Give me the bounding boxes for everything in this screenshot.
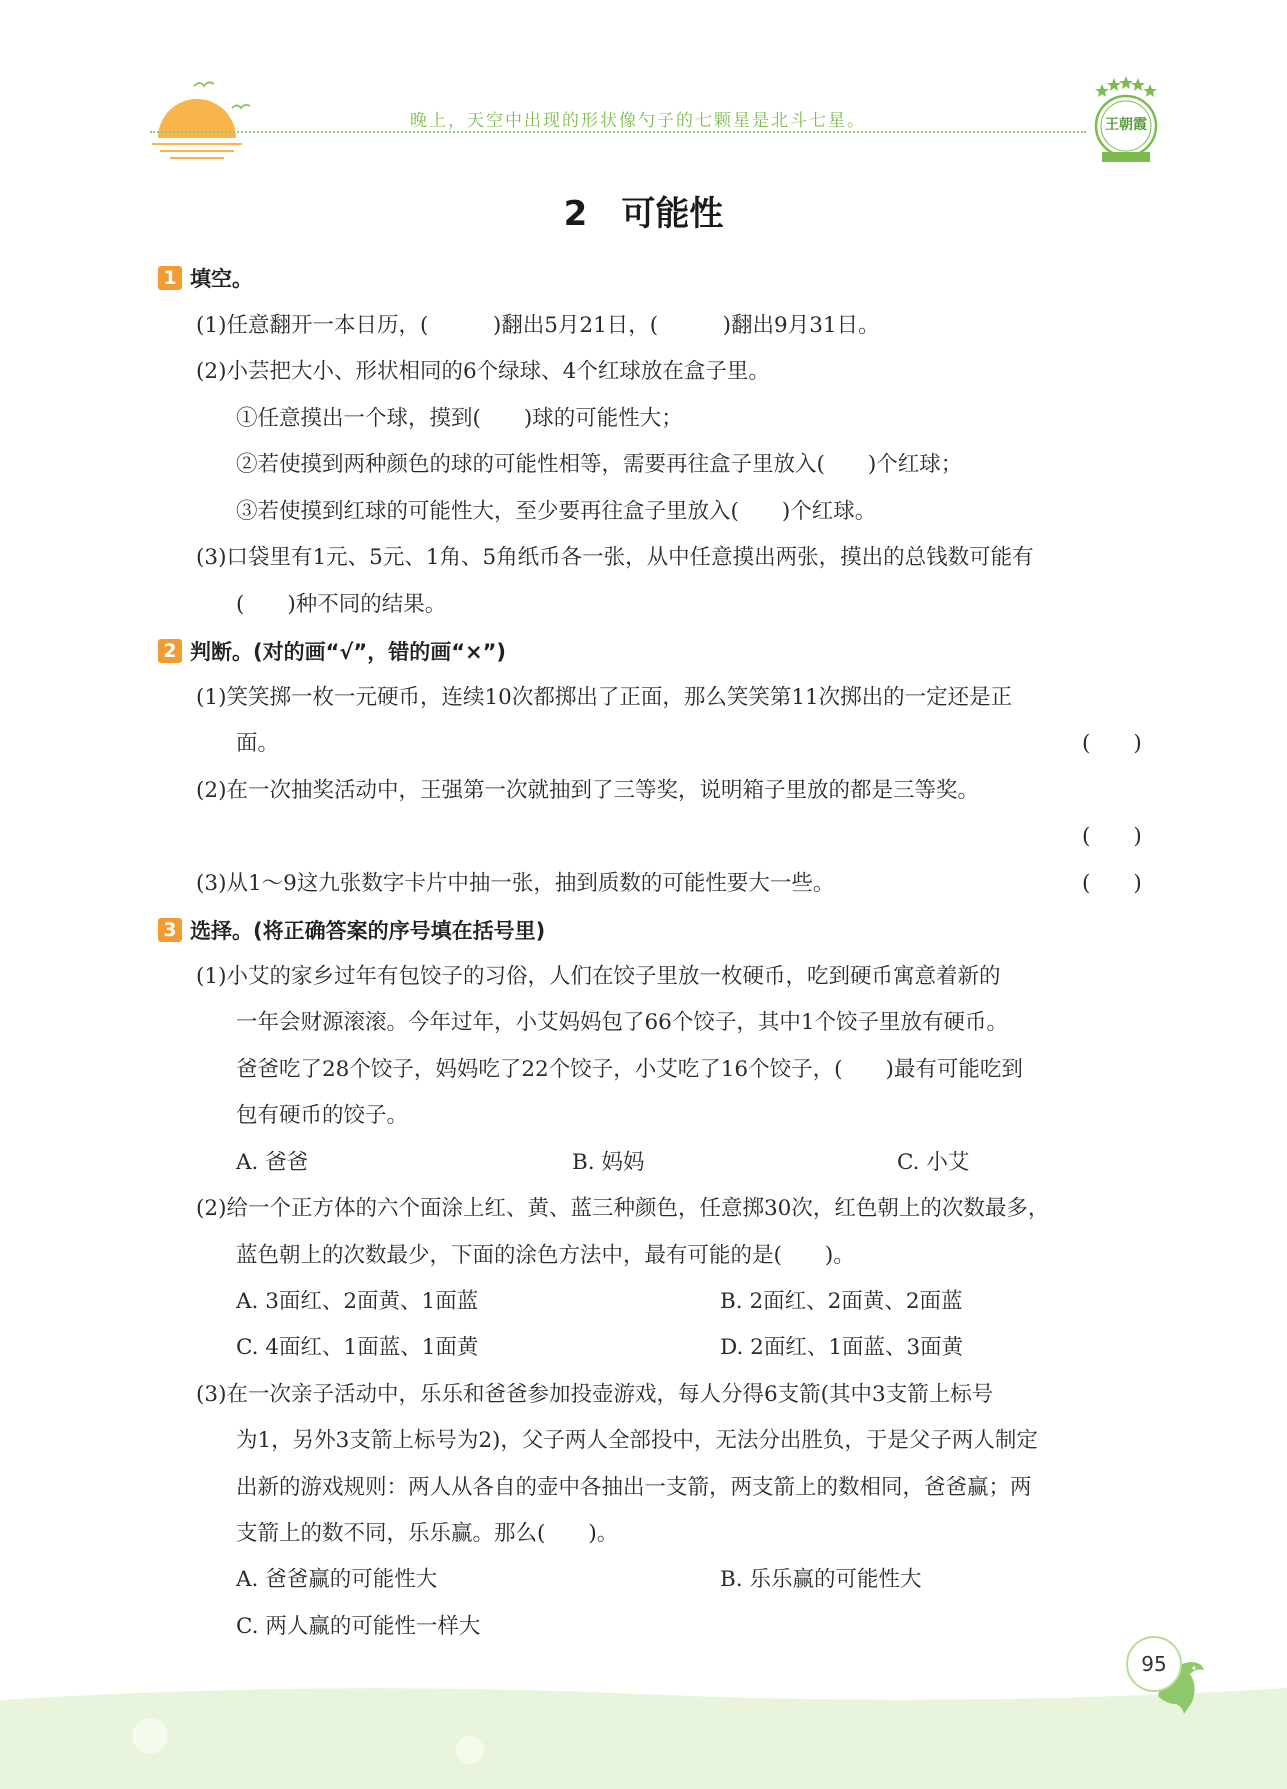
q1-line-4: ②若使摸到两种颜色的球的可能性相等，需要再往盒子里放入( )个红球； — [236, 452, 963, 477]
q1-line-6: (3)口袋里有1元、5元、1角、5角纸币各一张，从中任意摸出两张，摸出的总钱数可能有 — [196, 545, 1034, 570]
q3-p1-option-b[interactable]: B. 妈妈 — [572, 1150, 645, 1175]
q3-number-badge: 3 — [158, 918, 182, 942]
q1-line-1: (1)任意翻开一本日历，( )翻出5月21日，( )翻出9月31日。 — [196, 313, 880, 338]
logo-name: 王朝霞 — [1105, 117, 1147, 133]
q2-heading: 判断。(对的画“√”，错的画“×”) — [190, 640, 507, 664]
page-title: 2 可能性 — [563, 194, 724, 234]
q3-p3-option-b[interactable]: B. 乐乐赢的可能性大 — [720, 1567, 922, 1592]
q2-answer-paren-2[interactable]: ( ) — [1082, 824, 1142, 849]
q3-p2-option-c[interactable]: C. 4面红、1面蓝、1面黄 — [236, 1335, 479, 1360]
q3-heading-row — [158, 915, 545, 945]
q2-line-4: (3)从1～9这九张数字卡片中抽一张，抽到质数的可能性要大一些。 — [196, 871, 835, 896]
q3-p3-line-1: (3)在一次亲子活动中，乐乐和爸爸参加投壶游戏，每人分得6支箭(其中3支箭上标号 — [196, 1382, 994, 1407]
q3-p3-line-4: 支箭上的数不同，乐乐赢。那么( )。 — [236, 1521, 619, 1546]
q2-heading-row — [158, 636, 506, 666]
q3-p2-line-1: (2)给一个正方体的六个面涂上红、黄、蓝三种颜色，任意掷30次，红色朝上的次数最多， — [196, 1196, 1050, 1221]
q3-p1-line-4: 包有硬币的饺子。 — [236, 1103, 409, 1128]
q3-p2-option-a[interactable]: A. 3面红、2面黄、1面蓝 — [236, 1289, 479, 1314]
q3-p1-option-c[interactable]: C. 小艾 — [897, 1150, 970, 1175]
q1-heading-row — [158, 263, 253, 293]
bird-icon — [192, 78, 252, 118]
q3-p3-line-3: 出新的游戏规则：两人从各自的壶中各抽出一支箭，两支箭上的数相同，爸爸赢；两 — [236, 1475, 1032, 1500]
q1-line-3: ①任意摸出一个球，摸到( )球的可能性大； — [236, 406, 683, 431]
q2-line-2: 面。 — [236, 731, 280, 756]
q1-number-badge: 1 — [158, 266, 182, 290]
q3-p3-option-c[interactable]: C. 两人赢的可能性一样大 — [236, 1614, 481, 1639]
q3-p1-line-1: (1)小艾的家乡过年有包饺子的习俗，人们在饺子里放一枚硬币，吃到硬币寓意着新的 — [196, 964, 1001, 989]
q3-p3-option-a[interactable]: A. 爸爸赢的可能性大 — [236, 1567, 438, 1592]
page-header — [0, 0, 1287, 160]
q3-p2-option-b[interactable]: B. 2面红、2面黄、2面蓝 — [720, 1289, 963, 1314]
footer-wave — [0, 1680, 1287, 1789]
header-divider — [150, 131, 1086, 133]
q2-line-3: (2)在一次抽奖活动中，王强第一次就抽到了三等奖，说明箱子里放的都是三等奖。 — [196, 778, 979, 803]
q3-heading: 选择。(将正确答案的序号填在括号里) — [190, 919, 546, 943]
q3-p1-line-2: 一年会财源滚滚。今年过年，小艾妈妈包了66个饺子，其中1个饺子里放有硬币。 — [236, 1010, 1009, 1035]
q3-p1-option-a[interactable]: A. 爸爸 — [236, 1150, 309, 1175]
q1-line-2: (2)小芸把大小、形状相同的6个绿球、4个红球放在盒子里。 — [196, 359, 770, 384]
page-number: 95 — [1126, 1636, 1182, 1692]
q1-line-5: ③若使摸到红球的可能性大，至少要再往盒子里放入( )个红球。 — [236, 499, 877, 524]
header-tip: 晚上，天空中出现的形状像勺子的七颗星是北斗七星。 — [410, 111, 866, 131]
q2-line-1: (1)笑笑掷一枚一元硬币，连续10次都掷出了正面，那么笑笑第11次掷出的一定还是正 — [196, 685, 1013, 710]
q3-p2-option-d[interactable]: D. 2面红、1面蓝、3面黄 — [720, 1335, 964, 1360]
q2-answer-paren-3[interactable]: ( ) — [1082, 871, 1142, 896]
q2-answer-paren-1[interactable]: ( ) — [1082, 731, 1142, 756]
q2-number-badge: 2 — [158, 639, 182, 663]
q1-line-7: ( )种不同的结果。 — [236, 592, 447, 617]
q3-p1-line-3: 爸爸吃了28个饺子，妈妈吃了22个饺子，小艾吃了16个饺子，( )最有可能吃到 — [236, 1057, 1023, 1082]
q1-heading: 填空。 — [190, 267, 253, 291]
q3-p3-line-2: 为1，另外3支箭上标号为2)，父子两人全部投中，无法分出胜负，于是父子两人制定 — [236, 1428, 1038, 1453]
q3-p2-line-2: 蓝色朝上的次数最少，下面的涂色方法中，最有可能的是( )。 — [236, 1243, 855, 1268]
